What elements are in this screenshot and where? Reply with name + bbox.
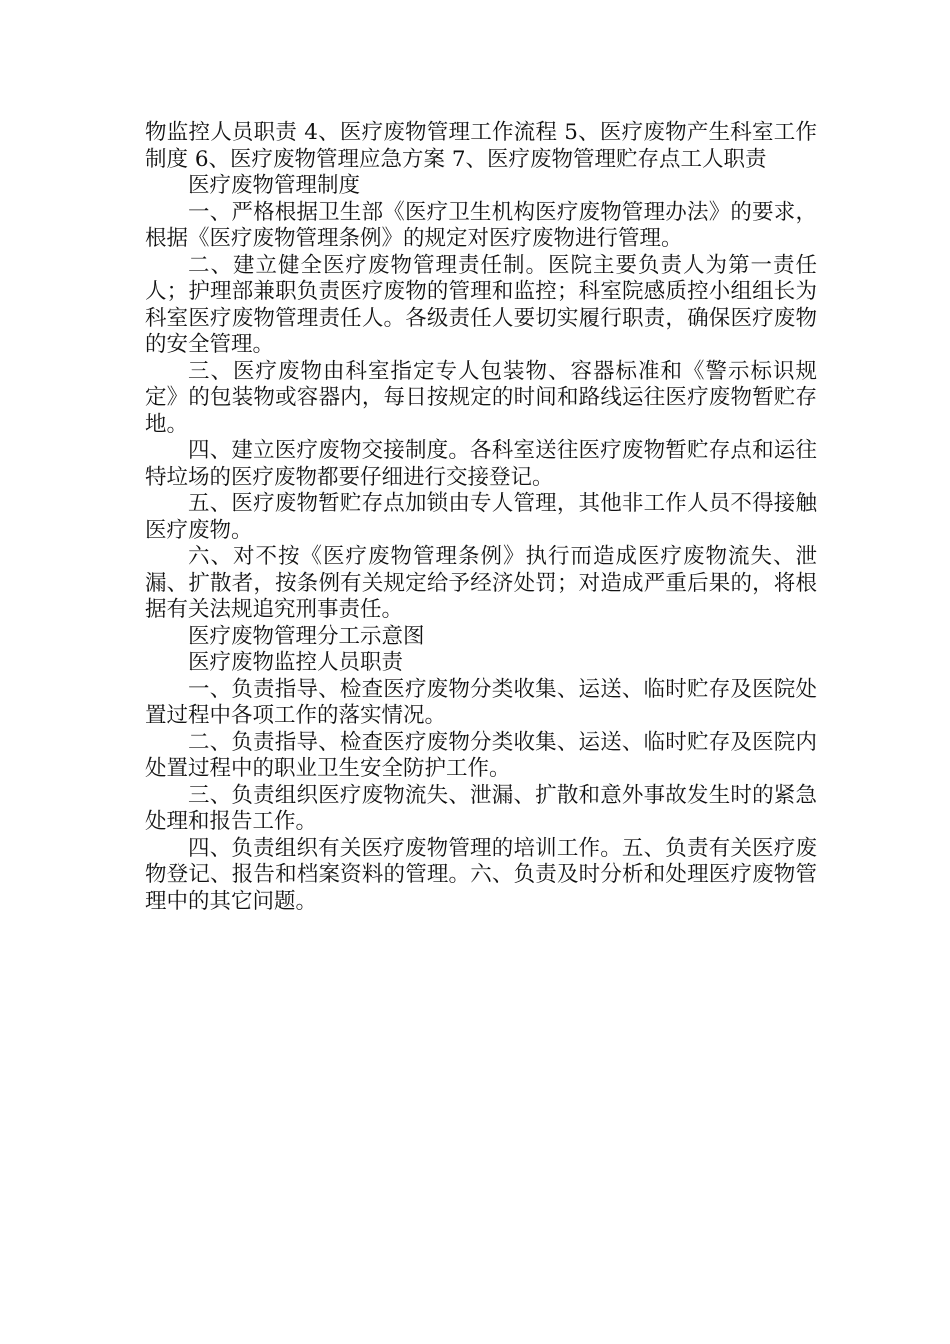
paragraph-rule-4: 四、建立医疗废物交接制度。各科室送往医疗废物暂贮存点和运往特垃场的医疗废物都要仔细进行交接登记。 xyxy=(145,438,817,490)
paragraph-rule-5: 五、医疗废物暂贮存点加锁由专人管理，其他非工作人员不得接触医疗废物。 xyxy=(145,491,817,543)
paragraph-duty-2: 二、负责指导、检查医疗废物分类收集、运送、临时贮存及医院内处置过程中的职业卫生安全防护工作。 xyxy=(145,729,817,781)
paragraph-contents-continued: 物监控人员职责 4、医疗废物管理工作流程 5、医疗废物产生科室工作制度 6、医疗废物管理应急方案 7、医疗废物管理贮存点工人职责 xyxy=(145,120,817,172)
section-heading-division-diagram: 医疗废物管理分工示意图 xyxy=(188,623,425,649)
paragraph-duty-1: 一、负责指导、检查医疗废物分类收集、运送、临时贮存及医院处置过程中各项工作的落实情况。 xyxy=(145,676,817,728)
section-heading-management-system: 医疗废物管理制度 xyxy=(188,173,361,198)
paragraph-duty-3: 三、负责组织医疗废物流失、泄漏、扩散和意外事故发生时的紧急处理和报告工作。 xyxy=(145,782,817,834)
section-heading-monitor-duties: 医疗废物监控人员职责 xyxy=(188,650,404,675)
paragraph-rule-2: 二、建立健全医疗废物管理责任制。医院主要负责人为第一责任人；护理部兼职负责医疗废物的管理和监控；科室院感质控小组组长为科室医疗废物管理责任人。各级责任人要切实履行职责，确保医疗废物的安全管理。 xyxy=(145,252,817,357)
document-page xyxy=(145,120,817,915)
paragraph-duty-4-6: 四、负责组织有关医疗废物管理的培训工作。五、负责有关医疗废物登记、报告和档案资料的管理。六、负责及时分析和处理医疗废物管理中的其它问题。 xyxy=(145,835,817,914)
paragraph-rule-6: 六、对不按《医疗废物管理条例》执行而造成医疗废物流失、泄漏、扩散者，按条例有关规定给予经济处罚；对造成严重后果的，将根据有关法规追究刑事责任。 xyxy=(145,544,817,622)
paragraph-rule-3: 三、医疗废物由科室指定专人包装物、容器标准和《警示标识规定》的包装物或容器内，每日按规定的时间和路线运往医疗废物暂贮存地。 xyxy=(145,358,817,437)
paragraph-rule-1: 一、严格根据卫生部《医疗卫生机构医疗废物管理办法》的要求，根据《医疗废物管理条例》的规定对医疗废物进行管理。 xyxy=(145,199,817,251)
